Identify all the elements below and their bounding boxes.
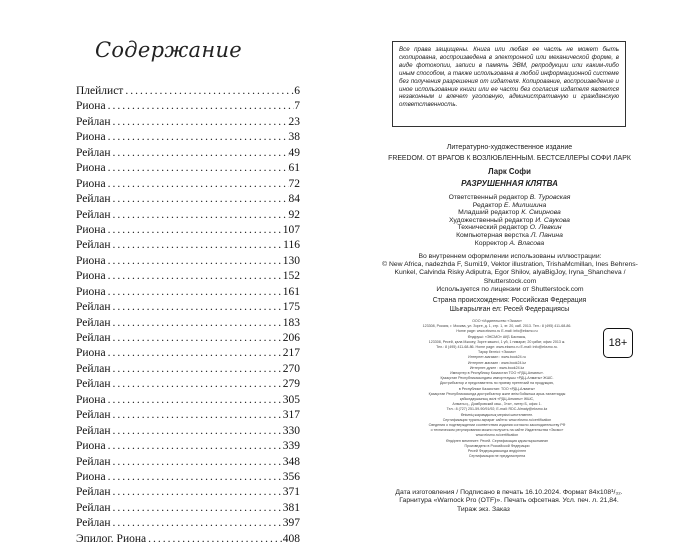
toc-entry bbox=[76, 162, 300, 177]
fine-print-line: о техническом регулировании можно получить на сайте Издательства «Эксмо» bbox=[430, 428, 564, 433]
toc-entry-label: Рейлан bbox=[76, 239, 111, 252]
author-name: Ларк Софи bbox=[488, 167, 531, 176]
print-info-lines bbox=[379, 489, 639, 506]
license-line: Используется по лицензии от Shutterstock.com bbox=[436, 285, 584, 293]
fine-print-line: Өндіруші: «ЭКСМО» АҚБ Баспасы, bbox=[467, 334, 527, 339]
toc-entry-page: 339 bbox=[282, 440, 300, 453]
toc-leader-dots bbox=[106, 347, 283, 359]
fine-print-line: Қазақстан Республикасындағы импорттаушы «РДЦ-Алматы» ЖШС. bbox=[440, 376, 554, 381]
origin-block bbox=[377, 297, 642, 314]
toc-leader-dots bbox=[123, 85, 294, 97]
toc-leader-dots bbox=[106, 162, 289, 174]
illustrations-credits: © New Africa, nadezhda F, Sumi19, Vektor illustration, TrishaMcmillan, Ines Behrens-Kunkel, Calvinda Risky Adiputra, Egor Shilov, alyaBigJoy, Iryna_Shancheva / Shutterstock.com bbox=[382, 261, 638, 285]
toc-entry bbox=[76, 456, 300, 471]
toc-entry bbox=[76, 301, 300, 316]
fine-print-line: www.eksmo.ru/certification bbox=[475, 433, 519, 438]
toc-entry-page: 397 bbox=[282, 517, 300, 530]
toc-entry bbox=[76, 502, 300, 517]
fine-print-line: в Республике Казахстан: ТОО «РДЦ-Алматы» bbox=[458, 386, 536, 391]
toc-entry bbox=[76, 100, 300, 115]
toc-entry bbox=[76, 363, 300, 378]
toc-leader-dots bbox=[111, 116, 289, 128]
illustrations-block bbox=[379, 253, 641, 294]
right-page bbox=[337, 0, 674, 544]
toc-entry bbox=[76, 425, 300, 440]
print-info-line: Гарнитура «Warnock Pro (OTF)». Печать офсетная. Усл. печ. л. 21,84. bbox=[399, 497, 619, 505]
toc-leader-dots bbox=[111, 193, 289, 205]
fine-print-line: қабылдаушының өкілі «РДЦ-Алматы» ЖШС, bbox=[459, 397, 535, 402]
toc-leader-dots bbox=[111, 209, 289, 221]
toc-entry-label: Рейлан bbox=[76, 301, 111, 314]
toc-entry-label: Рейлан bbox=[76, 378, 111, 391]
toc-entry bbox=[76, 85, 300, 100]
toc-entry-page: 72 bbox=[288, 177, 300, 190]
credit-role: Технический редактор bbox=[457, 224, 528, 232]
origin-line-kz: Шығарылған ел: Ресей Федерациясы bbox=[449, 305, 570, 313]
toc-entry bbox=[76, 286, 300, 301]
fine-print-line: Дистрибьютор и представитель по приему претензий на продукцию, bbox=[439, 381, 555, 386]
toc-entry-page: 6 bbox=[294, 85, 300, 97]
toc-leader-dots bbox=[111, 502, 283, 514]
print-info bbox=[379, 489, 639, 514]
toc-entry bbox=[76, 239, 300, 254]
toc-leader-dots bbox=[106, 224, 283, 236]
fine-print-line: Интернет-магазин : www.book24.kz bbox=[467, 360, 527, 365]
toc-leader-dots bbox=[106, 471, 283, 483]
credit-name: К. Смирнова bbox=[521, 209, 561, 217]
toc-entry bbox=[76, 347, 300, 362]
credit-name: И. Саукова bbox=[535, 216, 570, 224]
toc-entry-page: 161 bbox=[282, 285, 300, 298]
fine-print-line: Өндірген мемлекет: Ресей. Сертификация қарастырылмаған bbox=[446, 438, 548, 443]
credit-line bbox=[377, 194, 642, 202]
toc-entry bbox=[76, 409, 300, 424]
credit-role: Корректор bbox=[474, 239, 508, 247]
toc-entry bbox=[76, 255, 300, 270]
credit-role: Младший редактор bbox=[458, 209, 520, 217]
toc-entry-page: 305 bbox=[282, 393, 300, 406]
editorial-credits bbox=[377, 194, 642, 247]
credit-name: Л. Панина bbox=[530, 231, 563, 239]
toc-entry bbox=[76, 517, 300, 532]
toc-leader-dots bbox=[111, 317, 283, 329]
toc-entry bbox=[76, 147, 300, 162]
toc-entry-page: 408 bbox=[282, 532, 300, 544]
toc-entry-label: Риона bbox=[76, 100, 106, 113]
toc-entry-label: Риона bbox=[76, 470, 106, 483]
toc-leader-dots bbox=[111, 517, 283, 529]
toc-entry-label: Риона bbox=[76, 162, 106, 175]
fine-print-line: Ресей Федерациясында өндірілген bbox=[467, 449, 527, 454]
fine-print-line: Импортер в Республику Казахстан ТОО «РДЦ-Алматы». bbox=[450, 371, 544, 376]
toc-entry-label: Риона bbox=[76, 440, 106, 453]
toc-leader-dots bbox=[106, 100, 295, 112]
toc-entry-page: 7 bbox=[294, 100, 300, 113]
toc-entry-page: 152 bbox=[282, 270, 300, 283]
toc-list bbox=[76, 85, 300, 544]
toc-entry-page: 381 bbox=[282, 501, 300, 514]
toc-leader-dots bbox=[146, 533, 283, 544]
credit-line bbox=[377, 224, 642, 232]
fine-print-line: Тел.: 8 (495) 411-68-86. Home page: www.eksmo.ru E-mail: info@eksmo.ru. bbox=[436, 345, 558, 350]
fine-print-line: 123308, Ресей, қала Мәскеу, Зорге көшесі, 1 үй, 1 ғимарат, 20 қабат, офис 2013 ж. bbox=[428, 339, 566, 344]
toc-leader-dots bbox=[111, 486, 283, 498]
toc-entry-label: Риона bbox=[76, 131, 106, 144]
credit-line bbox=[377, 240, 642, 248]
toc-entry-label: Эпилог. Риона bbox=[76, 532, 147, 544]
toc-entry-page: 107 bbox=[282, 223, 300, 236]
toc-entry-label: Рейлан bbox=[76, 424, 111, 437]
toc-entry bbox=[76, 394, 300, 409]
toc-leader-dots bbox=[111, 239, 284, 251]
toc-entry bbox=[76, 224, 300, 239]
toc-leader-dots bbox=[111, 301, 283, 313]
toc-entry-label: Плейлист bbox=[76, 85, 124, 97]
toc-entry-page: 348 bbox=[282, 455, 300, 468]
toc-leader-dots bbox=[106, 394, 283, 406]
credit-line bbox=[377, 232, 642, 240]
credit-name: О. Левкин bbox=[529, 224, 562, 232]
toc-entry bbox=[76, 378, 300, 393]
toc-entry-page: 217 bbox=[282, 347, 300, 360]
toc-entry bbox=[76, 486, 300, 501]
toc-leader-dots bbox=[106, 270, 283, 282]
credit-name: В. Туровская bbox=[529, 194, 571, 201]
fine-print-line: ООО «Издательство «Эксмо» bbox=[472, 319, 522, 323]
toc-entry bbox=[76, 116, 300, 131]
toc-entry-label: Риона bbox=[76, 177, 106, 190]
toc-entry-page: 92 bbox=[288, 208, 300, 221]
toc-leader-dots bbox=[111, 456, 283, 468]
fine-print-line: Интернет-магазин : www.book24.ru bbox=[468, 355, 526, 360]
illustrations-heading: Во внутреннем оформлении использованы иллюстрации: bbox=[418, 253, 602, 260]
toc-entry-page: 330 bbox=[282, 424, 300, 437]
fine-print-line: Тауар белгісі: «Эксмо» bbox=[478, 350, 516, 355]
credit-role: Редактор bbox=[472, 201, 503, 209]
toc-entry-page: 175 bbox=[282, 301, 300, 314]
toc-entry-page: 356 bbox=[282, 470, 300, 483]
toc-entry-page: 116 bbox=[283, 239, 300, 252]
toc-entry-page: 317 bbox=[282, 409, 300, 422]
toc-entry-page: 23 bbox=[288, 115, 300, 128]
toc-entry bbox=[76, 209, 300, 224]
toc-leader-dots bbox=[106, 131, 289, 143]
fine-print-line: Сведения о подтверждении соответствия издания согласно законодательству РФ bbox=[428, 423, 566, 428]
toc-entry bbox=[76, 332, 300, 347]
credit-line bbox=[377, 209, 642, 217]
fine-print-line: Тел.: 8 (727) 251-59-90/91/92; E-mail: RDC-Almaty@eksmo.kz bbox=[446, 407, 548, 412]
toc-entry bbox=[76, 533, 300, 544]
toc-entry bbox=[76, 193, 300, 208]
toc-entry-label: Риона bbox=[76, 223, 106, 236]
toc-entry-page: 279 bbox=[282, 378, 300, 391]
toc-leader-dots bbox=[111, 363, 283, 375]
toc-entry-label: Рейлан bbox=[76, 208, 111, 221]
fine-print-line: Алматы қ., Домбровский көш., 3«а», литер Б, офис 1. bbox=[452, 402, 542, 407]
credit-name: Е. Милишина bbox=[503, 201, 547, 209]
toc-entry bbox=[76, 178, 300, 193]
toc-leader-dots bbox=[111, 332, 283, 344]
toc-entry-label: Рейлан bbox=[76, 115, 111, 128]
toc-entry bbox=[76, 440, 300, 455]
fine-print-line: Қазақстан Республикасында дистрибьютор және өнім бойынша арыз-талаптарды bbox=[428, 391, 566, 396]
fine-print-line: Сертификация не предусмотрена bbox=[468, 454, 526, 459]
toc-entry-page: 183 bbox=[282, 316, 300, 329]
toc-entry-label: Риона bbox=[76, 393, 106, 406]
toc-title: Содержание bbox=[94, 38, 243, 62]
toc-entry bbox=[76, 471, 300, 486]
toc-entry-page: 49 bbox=[288, 146, 300, 159]
toc-leader-dots bbox=[111, 425, 283, 437]
book-title: РАЗРУШЕННАЯ КЛЯТВА bbox=[461, 179, 558, 188]
fine-print-line: 123308, Россия, г. Москва, ул. Зорге, д. 1, стр. 1, эт. 20, каб. 2013. Тел.: 8 (495) 411-68-86. bbox=[422, 324, 572, 329]
toc-entry-label: Рейлан bbox=[76, 332, 111, 344]
toc-leader-dots bbox=[106, 255, 283, 267]
credit-role: Компьютерная верстка bbox=[456, 231, 529, 239]
rights-notice: Все права защищены. Книга или любая ее часть не может быть скопирована, воспроизведена в электронной или механической форме, в виде фотокопии, записи в память ЭВМ, репродукции или каким-либо иным способом, а также использована в любой информационной системе без получения разрешения от издателя. Копирование, воспроизведение и иное использование книги или ее части без согласия издателя является незаконным и влечет уголовную, административную и гражданскую ответственность. bbox=[392, 41, 626, 127]
toc-entry-page: 206 bbox=[282, 332, 300, 344]
credit-role: Ответственный редактор bbox=[448, 194, 528, 201]
toc-entry-page: 371 bbox=[282, 486, 300, 499]
age-rating-badge: 18+ bbox=[603, 328, 633, 358]
toc-entry-label: Риона bbox=[76, 347, 106, 360]
toc-entry-label: Риона bbox=[76, 285, 106, 298]
toc-entry-label: Рейлан bbox=[76, 316, 111, 329]
fine-print-line: Өнімнің жарамдылық мерзімі шектелмеген. bbox=[460, 412, 534, 417]
toc-leader-dots bbox=[111, 409, 283, 421]
toc-entry-label: Рейлан bbox=[76, 362, 111, 375]
toc-entry-label: Рейлан bbox=[76, 193, 111, 206]
fine-print-line: Произведено в Российской Федерации bbox=[464, 443, 530, 448]
toc-entry-page: 130 bbox=[282, 254, 300, 267]
toc-entry-label: Риона bbox=[76, 254, 106, 267]
toc-entry-page: 61 bbox=[288, 162, 300, 175]
credit-name: А. Власова bbox=[509, 239, 545, 247]
toc-entry-label: Рейлан bbox=[76, 409, 111, 422]
fine-print-line: Home page: www.eksmo.ru E-mail: info@eksmo.ru bbox=[456, 329, 538, 334]
toc-entry bbox=[76, 317, 300, 332]
tirazh-line: Тираж экз. Заказ bbox=[457, 505, 510, 513]
toc-entry-page: 270 bbox=[282, 362, 300, 375]
origin-line: Страна происхождения: Российская Федерация bbox=[432, 297, 587, 304]
toc-entry-page: 84 bbox=[288, 193, 300, 206]
toc-entry-label: Рейлан bbox=[76, 455, 111, 468]
toc-leader-dots bbox=[106, 440, 283, 452]
toc-entry-label: Рейлан bbox=[76, 501, 111, 514]
print-info-line: Дата изготовления / Подписано в печать 16.10.2024. Формат 84x108¹/₃₂. bbox=[395, 489, 623, 496]
toc-entry bbox=[76, 270, 300, 285]
toc-leader-dots bbox=[111, 147, 289, 159]
fine-print-line: Интернет-дүкен : www.book24.kz bbox=[469, 365, 525, 370]
publisher-fine-print bbox=[397, 319, 597, 459]
toc-entry-label: Рейлан bbox=[76, 517, 111, 530]
fine-print-line: Сертификация туралы ақпарат сайтта: www.eksmo.ru/certification bbox=[442, 417, 552, 422]
credit-role: Художественный редактор bbox=[449, 216, 534, 224]
toc-entry-label: Рейлан bbox=[76, 146, 111, 159]
edition-type: Литературно-художественное издание bbox=[446, 144, 573, 151]
toc-entry-label: Риона bbox=[76, 270, 106, 283]
toc-leader-dots bbox=[106, 178, 289, 190]
toc-entry-label: Рейлан bbox=[76, 486, 111, 499]
series-title: FREEDOM. ОТ ВРАГОВ К ВОЗЛЮБЛЕННЫМ. БЕСТСЕЛЛЕРЫ СОФИ ЛАРК bbox=[388, 155, 631, 162]
toc-entry bbox=[76, 131, 300, 146]
toc-entry-page: 38 bbox=[288, 131, 300, 144]
toc-leader-dots bbox=[106, 286, 283, 298]
toc-leader-dots bbox=[111, 378, 283, 390]
